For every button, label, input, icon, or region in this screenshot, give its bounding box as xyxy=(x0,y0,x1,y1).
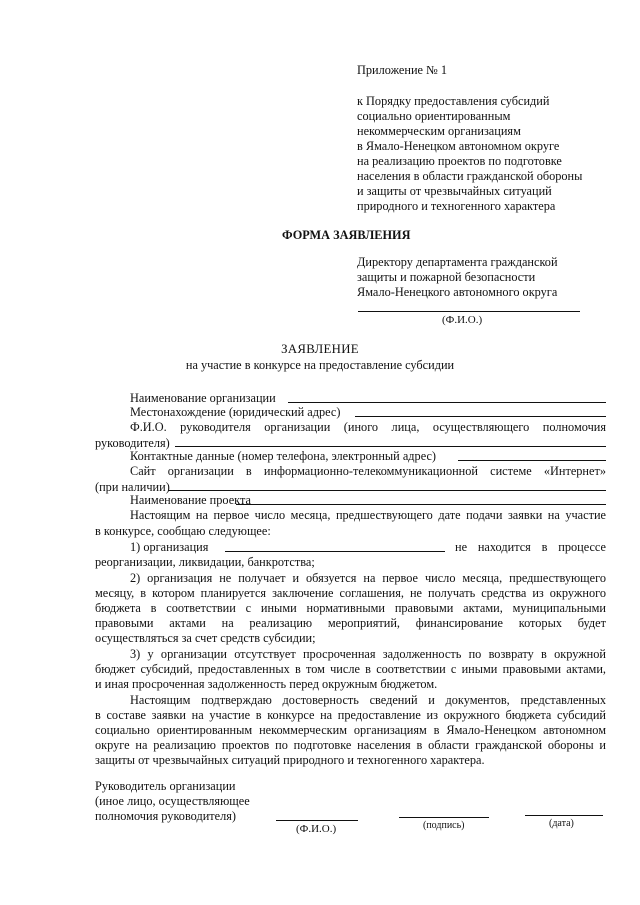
location-input[interactable] xyxy=(355,416,606,417)
confirm-line: в составе заявки на участие в конкурсе на предоставление из окружного бюджета субсидий xyxy=(95,708,606,722)
contacts-input[interactable] xyxy=(458,460,606,461)
site-input[interactable] xyxy=(168,490,606,491)
addressee-line: Ямало-Ненецкого автономного округа xyxy=(357,285,558,299)
item1-text: не находится в процессе xyxy=(455,540,606,554)
project-label: Наименование проекта xyxy=(130,493,251,507)
signature-fio-line[interactable] xyxy=(276,820,358,821)
appendix-line: к Порядку предоставления субсидий xyxy=(357,94,550,108)
appendix-line: социально ориентированным xyxy=(357,109,511,123)
intro-text-cont: в конкурсе, сообщаю следующее: xyxy=(95,524,271,538)
appendix-title: Приложение № 1 xyxy=(357,63,448,77)
head-fio-label: Ф.И.О. руководителя организации (иного лица, осуществляющего полномочия xyxy=(130,420,606,434)
form-title: ФОРМА ЗАЯВЛЕНИЯ xyxy=(282,228,411,242)
signature-sign-line[interactable] xyxy=(399,817,489,818)
appendix-line: некоммерческим организациям xyxy=(357,124,521,138)
statement-title: ЗАЯВЛЕНИЕ xyxy=(281,342,359,356)
location-label: Местонахождение (юридический адрес) xyxy=(130,405,341,419)
signature-label: полномочия руководителя) xyxy=(95,809,237,823)
addressee-fio-line[interactable] xyxy=(358,311,580,312)
item2-line: бюджета в соответствии с иными нормативными правовыми актами, муниципальными xyxy=(95,601,606,615)
signature-fio-caption: (Ф.И.О.) xyxy=(296,823,337,835)
signature-label: Руководитель организации xyxy=(95,779,236,793)
confirm-line: Настоящим подтверждаю достоверность сведений и документов, представленных xyxy=(130,693,606,707)
appendix-line: природного и техногенного характера xyxy=(357,199,556,213)
appendix-line: в Ямало-Ненецком автономном округе xyxy=(357,139,560,153)
contacts-label: Контактные данные (номер телефона, электронный адрес) xyxy=(130,449,437,463)
signature-sign-caption: (подпись) xyxy=(423,820,465,831)
appendix-line: на реализацию проектов по подготовке xyxy=(357,154,562,168)
item1-org-input[interactable] xyxy=(225,551,445,552)
head-fio-label-cont: руководителя) xyxy=(95,436,170,450)
site-label: Сайт организации в информационно-телекоммуникационной системе «Интернет» xyxy=(130,464,606,478)
site-label-cont: (при наличии) xyxy=(95,480,170,494)
item2-line: правовыми актами на реализацию мероприятий, финансирование которых будет xyxy=(95,616,606,630)
item2-line: 2) организация не получает и обязуется на первое число месяца, предшествующего xyxy=(130,571,606,585)
item3-line: бюджет субсидий, предоставленных в том числе в соответствии с иными правовыми актами, xyxy=(95,662,606,676)
confirm-line: округе на реализацию проектов по подготовке населения в области гражданской обороны и xyxy=(95,738,606,752)
org-name-input[interactable] xyxy=(288,402,606,403)
signature-date-caption: (дата) xyxy=(549,818,574,829)
appendix-line: и защиты от чрезвычайных ситуаций xyxy=(357,184,552,198)
confirm-last: защиты от чрезвычайных ситуаций природного и техногенного характера. xyxy=(95,753,485,767)
appendix-line: населения в области гражданской обороны xyxy=(357,169,583,183)
confirm-line: социально ориентированным некоммерческим организациям в Ямало-Ненецком автономном xyxy=(95,723,606,737)
addressee-line: Директору департамента гражданской xyxy=(357,255,558,269)
addressee-fio-caption: (Ф.И.О.) xyxy=(442,314,483,326)
intro-text: Настоящим на первое число месяца, предшествующего дате подачи заявки на участие xyxy=(130,508,606,522)
addressee-line: защиты и пожарной безопасности xyxy=(357,270,536,284)
item3-line: 3) у организации отсутствует просроченная задолженность по возврату в окружной xyxy=(130,647,606,661)
signature-label: (иное лицо, осуществляющее xyxy=(95,794,250,808)
item2-last: осуществляться за счет средств субсидии; xyxy=(95,631,316,645)
statement-subtitle: на участие в конкурсе на предоставление субсидии xyxy=(185,358,455,372)
signature-date-line[interactable] xyxy=(525,815,603,816)
item2-line: месяцу, в котором планируется заключение соглашения, не получать средства из окружного xyxy=(95,586,606,600)
item1-label: 1) организация xyxy=(130,540,209,554)
head-fio-input[interactable] xyxy=(175,446,606,447)
item1-text-cont: реорганизации, ликвидации, банкротства; xyxy=(95,555,315,569)
org-name-label: Наименование организации xyxy=(130,391,276,405)
item3-last: и иная просроченная задолженность перед окружным бюджетом. xyxy=(95,677,438,691)
project-input[interactable] xyxy=(236,504,606,505)
